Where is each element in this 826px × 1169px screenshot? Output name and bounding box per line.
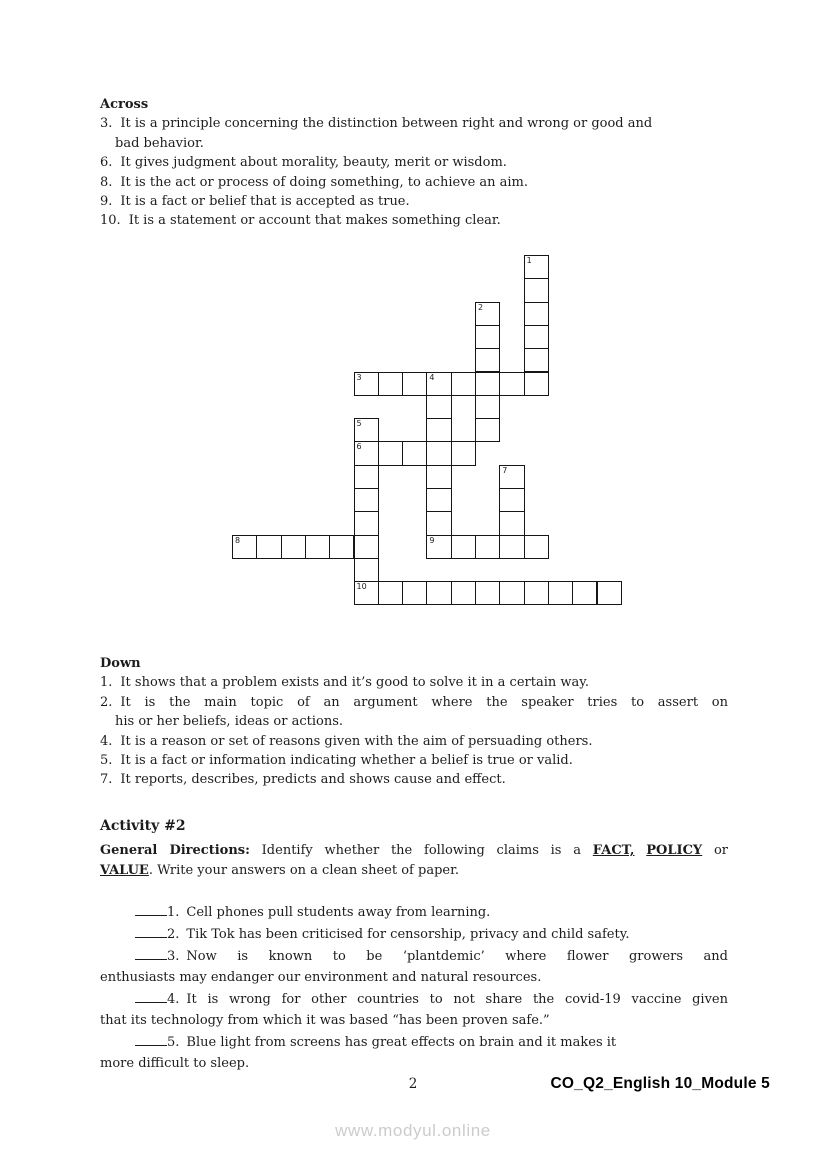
- across-section: [100, 95, 728, 231]
- item-number: 5.: [167, 1035, 180, 1050]
- crossword-cell: [402, 441, 427, 465]
- activity-item-line: that its technology from which it was based “has been proven safe.”: [100, 1013, 550, 1028]
- cell-number: 7: [502, 465, 508, 475]
- crossword-cell: [499, 535, 524, 559]
- clue-number: 4.: [100, 733, 113, 749]
- crossword-cell: [402, 372, 427, 396]
- crossword-cell: [475, 325, 500, 349]
- cell-number: 9: [429, 535, 435, 545]
- crossword-cell: [475, 372, 500, 396]
- crossword-cell: [524, 581, 549, 605]
- directions-text: . Write your answers on a clean sheet of paper.: [148, 863, 459, 878]
- cell-number: 5: [356, 419, 362, 429]
- directions-text: [634, 843, 646, 858]
- directions-text: VALUE: [100, 863, 149, 878]
- activity-item-line: 4. It is wrong for other countries to not share the covid-19 vaccine given: [100, 988, 728, 1010]
- directions-line: [100, 841, 728, 861]
- clue-number: 7.: [100, 772, 113, 788]
- cell-number: 2: [478, 302, 484, 312]
- clue-line: 2. It is the main topic of an argument where the speaker tries to assert on: [100, 693, 728, 712]
- clue-line: 4. It is a reason or set of reasons given with the aim of persuading others.: [100, 732, 728, 751]
- activity-title: Activity #2: [100, 818, 186, 834]
- crossword-cell: [354, 418, 379, 442]
- module-code: CO_Q2_English 10_Module 5: [550, 1075, 770, 1092]
- crossword-cell: [305, 535, 330, 559]
- clue-line: 6. It gives judgment about morality, beauty, merit or wisdom.: [100, 153, 728, 172]
- activity-item-line: 5. Blue light from screens has great effects on brain and it makes it: [100, 1031, 728, 1053]
- clue-number: 9.: [100, 194, 113, 210]
- crossword-cell: [548, 581, 573, 605]
- answer-blank-line: [135, 901, 167, 916]
- crossword-cell: [402, 581, 427, 605]
- crossword-cell: [451, 441, 476, 465]
- activity-item-line: 2. Tik Tok has been criticised for censorship, privacy and child safety.: [100, 923, 728, 945]
- crossword-cell: [475, 348, 500, 372]
- directions-text: FACT,: [592, 843, 635, 858]
- clue-line: 1. It shows that a problem exists and it’s good to solve it in a certain way.: [100, 673, 728, 692]
- activity-item-line: 3. Now is known to be ‘plantdemic’ where flower growers and: [100, 945, 728, 967]
- clue-line: 3. It is a principle concerning the distinction between right and wrong or good and: [100, 114, 728, 133]
- crossword-cell: [426, 441, 451, 465]
- crossword-cell: [524, 348, 549, 372]
- crossword-cell: [475, 302, 500, 326]
- crossword-cell: [499, 372, 524, 396]
- crossword-cell: [426, 511, 451, 535]
- clue-number: 6.: [100, 155, 113, 171]
- crossword-cell: [426, 488, 451, 512]
- cell-number: 1: [526, 256, 532, 265]
- crossword-cell: [378, 372, 403, 396]
- cell-number: 3: [356, 372, 362, 382]
- across-clues: [100, 114, 728, 230]
- across-title: Across: [100, 97, 149, 112]
- general-directions: [100, 841, 728, 881]
- cell-number: 4: [429, 372, 435, 382]
- crossword-cell: [572, 581, 597, 605]
- crossword-cell: [499, 465, 524, 489]
- activity-item-line: more difficult to sleep.: [100, 1056, 250, 1071]
- crossword-cell: [378, 581, 403, 605]
- item-number: 2.: [167, 927, 180, 942]
- crossword-cell: [499, 511, 524, 535]
- directions-text: Identify whether the following claims is a: [249, 843, 593, 858]
- down-section: [100, 654, 728, 790]
- crossword-cell: [524, 278, 549, 302]
- clue-number: 2.: [100, 694, 113, 710]
- clue-number: 10.: [100, 213, 121, 229]
- crossword-cell: [524, 255, 549, 279]
- directions-text: or: [702, 843, 729, 858]
- answer-blank-line: [135, 945, 167, 960]
- clue-number: 1.: [100, 675, 113, 691]
- crossword-cell: [354, 511, 379, 535]
- clue-number: 3.: [100, 116, 113, 132]
- item-number: 1.: [167, 905, 180, 920]
- crossword-cell: [281, 535, 306, 559]
- clue-line: bad behavior.: [115, 135, 204, 151]
- crossword-cell: [475, 418, 500, 442]
- crossword-cell: [426, 372, 451, 396]
- down-clues: [100, 673, 728, 789]
- clue-line: 5. It is a fact or information indicating whether a belief is true or valid.: [100, 751, 728, 770]
- crossword-cell: [354, 441, 379, 465]
- directions-line: [100, 861, 728, 881]
- crossword-cell: [524, 535, 549, 559]
- crossword-cell: [451, 372, 476, 396]
- crossword-cell: [451, 581, 476, 605]
- answer-blank-line: [135, 1031, 167, 1046]
- crossword-cell: [354, 372, 379, 396]
- crossword-cell: [499, 581, 524, 605]
- crossword-cell: [232, 535, 257, 559]
- clue-line: his or her beliefs, ideas or actions.: [115, 714, 344, 730]
- crossword-cell: [378, 441, 403, 465]
- clue-line: 8. It is the act or process of doing something, to achieve an aim.: [100, 173, 728, 192]
- crossword-cell: [475, 395, 500, 419]
- crossword-cell: [354, 535, 379, 559]
- crossword-cell: [524, 372, 549, 396]
- crossword-cell: [426, 465, 451, 489]
- activity-item-line: 1. Cell phones pull students away from learning.: [100, 901, 728, 923]
- page-number: 2: [408, 1076, 418, 1092]
- crossword-cell: [354, 581, 379, 605]
- crossword-cell: [451, 535, 476, 559]
- clue-number: 8.: [100, 174, 113, 190]
- directions-text: General Directions:: [100, 843, 250, 858]
- crossword-cell: [426, 395, 451, 419]
- clue-number: 5.: [100, 753, 113, 769]
- crossword-cell: [354, 465, 379, 489]
- crossword-cell: [524, 325, 549, 349]
- clue-line: 9. It is a fact or belief that is accepted as true.: [100, 192, 728, 211]
- crossword-cell: [329, 535, 354, 559]
- activity-item-line: enthusiasts may endanger our environment and natural resources.: [100, 970, 542, 985]
- crossword-cell: [597, 581, 622, 605]
- cell-number: 6: [356, 442, 362, 452]
- crossword-cell: [354, 488, 379, 512]
- directions-text: POLICY: [646, 843, 703, 858]
- crossword-cell: [524, 302, 549, 326]
- activity-items: [100, 901, 728, 1074]
- crossword-cell: [256, 535, 281, 559]
- clue-line: 10. It is a statement or account that makes something clear.: [100, 211, 728, 230]
- crossword-cell: [426, 581, 451, 605]
- crossword-cell: [426, 535, 451, 559]
- crossword-cell: [354, 558, 379, 582]
- answer-blank-line: [135, 988, 167, 1003]
- watermark: www.modyul.online: [335, 1121, 491, 1140]
- answer-blank-line: [135, 923, 167, 938]
- crossword-cell: [426, 418, 451, 442]
- down-title: Down: [100, 656, 141, 671]
- item-number: 3.: [167, 949, 180, 964]
- crossword-cell: [475, 581, 500, 605]
- clue-line: 7. It reports, describes, predicts and shows cause and effect.: [100, 770, 728, 789]
- crossword-cell: [499, 488, 524, 512]
- cell-number: 8: [235, 535, 241, 545]
- crossword-cell: [475, 535, 500, 559]
- item-number: 4.: [167, 992, 180, 1007]
- cell-number: 10: [356, 582, 367, 592]
